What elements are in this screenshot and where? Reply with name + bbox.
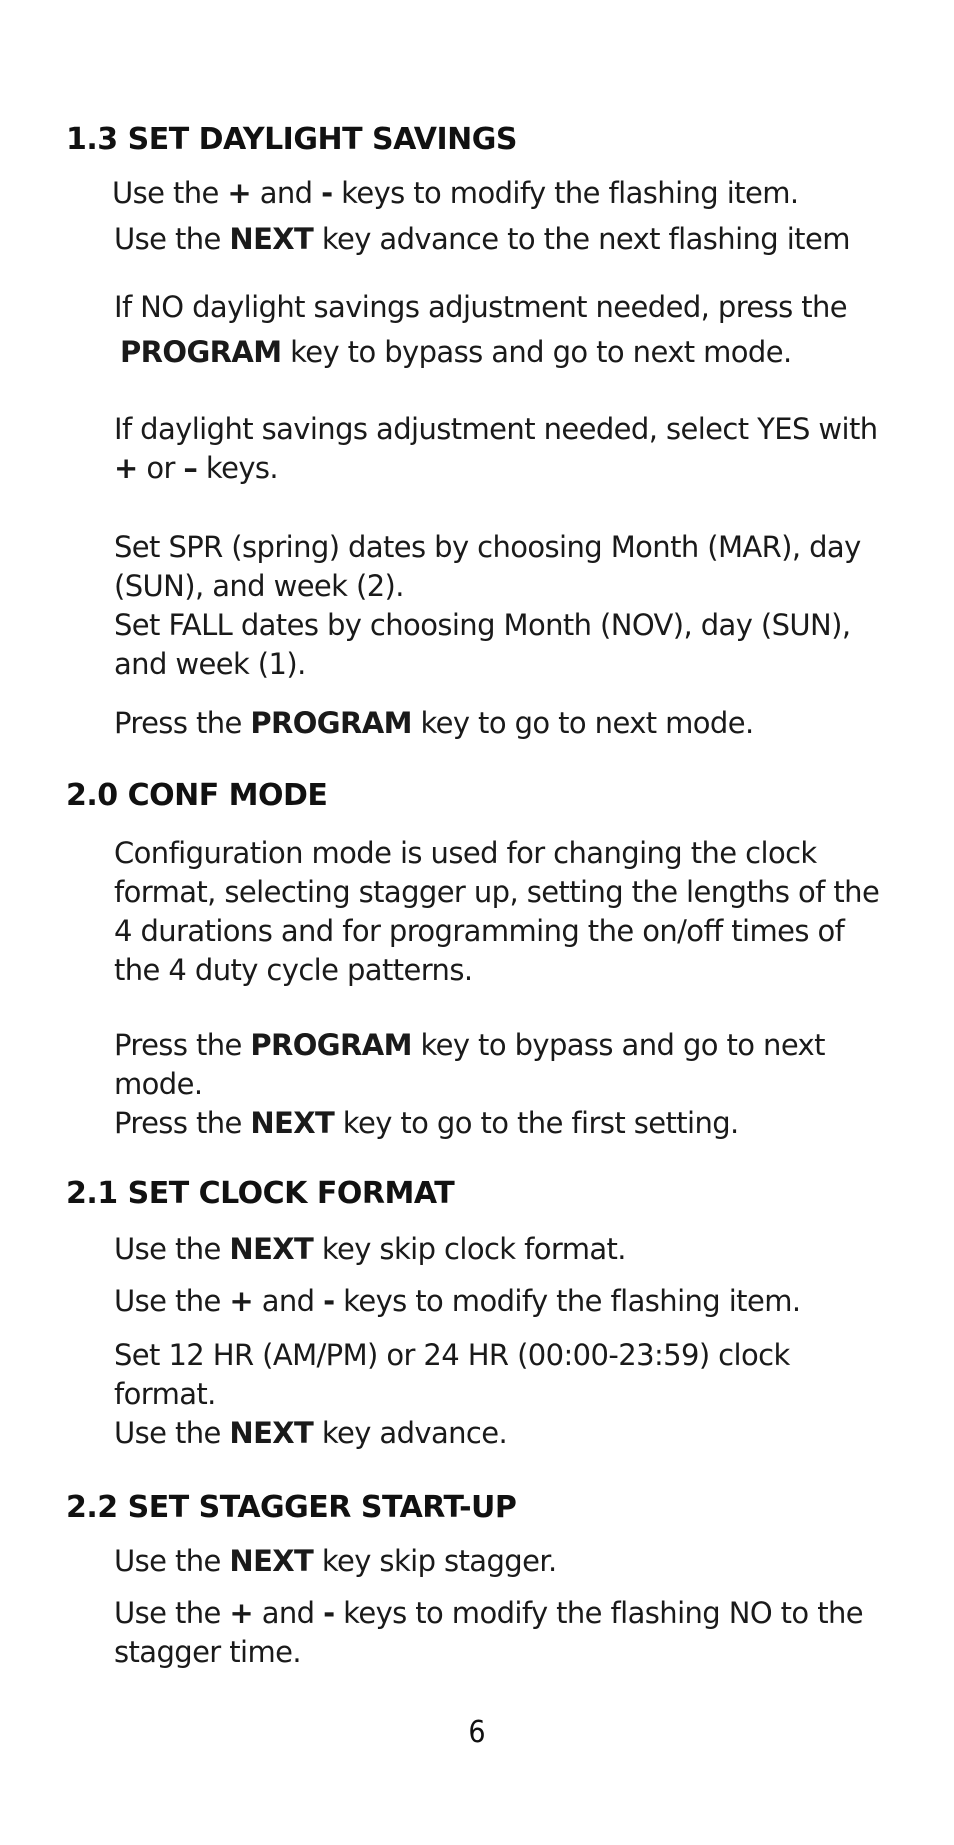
- text: Use the: [114, 1544, 230, 1578]
- text: Use the: [114, 1232, 230, 1266]
- page-number: 6: [468, 1715, 486, 1750]
- text: key to go to the first setting.: [334, 1106, 739, 1140]
- minus-key-symbol: -: [321, 176, 333, 210]
- text: and: [251, 176, 322, 210]
- paragraph-press-program-bypass: [114, 1026, 894, 1104]
- text: Press the: [114, 1028, 251, 1062]
- text: Press the: [114, 1106, 251, 1140]
- section-heading-set-stagger-start-up: 2.2 SET STAGGER START-UP: [66, 1490, 517, 1525]
- text: Press the: [114, 706, 251, 740]
- text: keys.: [197, 451, 279, 485]
- next-key-label: NEXT: [229, 1544, 314, 1578]
- text: key to bypass and go to next: [411, 1028, 825, 1062]
- text: key to go to next mode.: [411, 706, 754, 740]
- text: key skip clock format.: [313, 1232, 626, 1266]
- text-line: Set FALL dates by choosing Month (NOV), day (SUN),: [114, 608, 851, 642]
- text: key skip stagger.: [313, 1544, 557, 1578]
- text-line: 4 durations and for programming the on/off times of: [114, 914, 845, 948]
- text: keys to modify the flashing item.: [332, 176, 799, 210]
- text-line: Set 12 HR (AM/PM) or 24 HR (00:00-23:59) clock: [114, 1338, 790, 1372]
- paragraph-configuration-mode: [114, 834, 894, 990]
- next-key-label: NEXT: [229, 1232, 314, 1266]
- text-line: Set SPR (spring) dates by choosing Month (MAR), day: [114, 530, 861, 564]
- text: Use the: [114, 222, 230, 256]
- text: key advance.: [313, 1416, 508, 1450]
- minus-key-symbol: –: [183, 451, 198, 485]
- paragraph-modify-keys-clock: [114, 1282, 894, 1321]
- text-line: format.: [114, 1377, 216, 1411]
- text-line: If NO daylight savings adjustment needed, press the: [114, 290, 848, 324]
- text: key advance to the next flashing item: [313, 222, 850, 256]
- plus-key-symbol: +: [229, 1596, 254, 1630]
- paragraph-next-key: [114, 220, 894, 259]
- next-key-label: NEXT: [250, 1106, 335, 1140]
- text-line: the 4 duty cycle patterns.: [114, 953, 473, 987]
- paragraph-skip-clock-format: [114, 1230, 894, 1269]
- text: Use the: [114, 1596, 230, 1630]
- text: keys to modify the flashing item.: [334, 1284, 801, 1318]
- section-heading-conf-mode: 2.0 CONF MODE: [66, 778, 328, 813]
- paragraph-modify-stagger: [114, 1594, 894, 1672]
- next-key-label: NEXT: [229, 222, 314, 256]
- text: and: [253, 1284, 324, 1318]
- section-heading-set-daylight-savings: 1.3 SET DAYLIGHT SAVINGS: [66, 122, 517, 157]
- text: Use the: [112, 176, 228, 210]
- plus-key-symbol: +: [114, 451, 138, 485]
- text-line: If daylight savings adjustment needed, select YES with: [114, 412, 878, 446]
- paragraph-press-program-next-mode: [114, 704, 894, 743]
- minus-key-symbol: -: [323, 1596, 335, 1630]
- text-line: Configuration mode is used for changing the clock: [114, 836, 817, 870]
- program-key-label: PROGRAM: [250, 706, 412, 740]
- paragraph-press-next-first-setting: [114, 1104, 894, 1143]
- text: Use the: [114, 1416, 230, 1450]
- paragraph-clock-format-options: [114, 1336, 894, 1453]
- text: or: [137, 451, 184, 485]
- program-key-label: PROGRAM: [120, 335, 282, 369]
- program-key-label: PROGRAM: [250, 1028, 412, 1062]
- paragraph-skip-stagger: [114, 1542, 894, 1581]
- paragraph-spring-fall-dates: [114, 528, 894, 684]
- text-line: (SUN), and week (2).: [114, 569, 404, 603]
- text: key to bypass and go to next mode.: [281, 335, 792, 369]
- paragraph-daylight-savings-yes: [114, 410, 894, 488]
- text: and: [253, 1596, 324, 1630]
- text-line: and week (1).: [114, 647, 306, 681]
- paragraph-no-daylight-savings: [114, 288, 894, 372]
- text-line: format, selecting stagger up, setting the lengths of the: [114, 875, 880, 909]
- text-line: stagger time.: [114, 1635, 301, 1669]
- plus-key-symbol: +: [229, 1284, 254, 1318]
- next-key-label: NEXT: [229, 1416, 314, 1450]
- section-heading-set-clock-format: 2.1 SET CLOCK FORMAT: [66, 1176, 455, 1211]
- paragraph-modify-keys: [112, 174, 892, 213]
- minus-key-symbol: -: [323, 1284, 335, 1318]
- text-line: mode.: [114, 1067, 203, 1101]
- plus-key-symbol: +: [227, 176, 252, 210]
- text: Use the: [114, 1284, 230, 1318]
- text: keys to modify the flashing NO to the: [334, 1596, 863, 1630]
